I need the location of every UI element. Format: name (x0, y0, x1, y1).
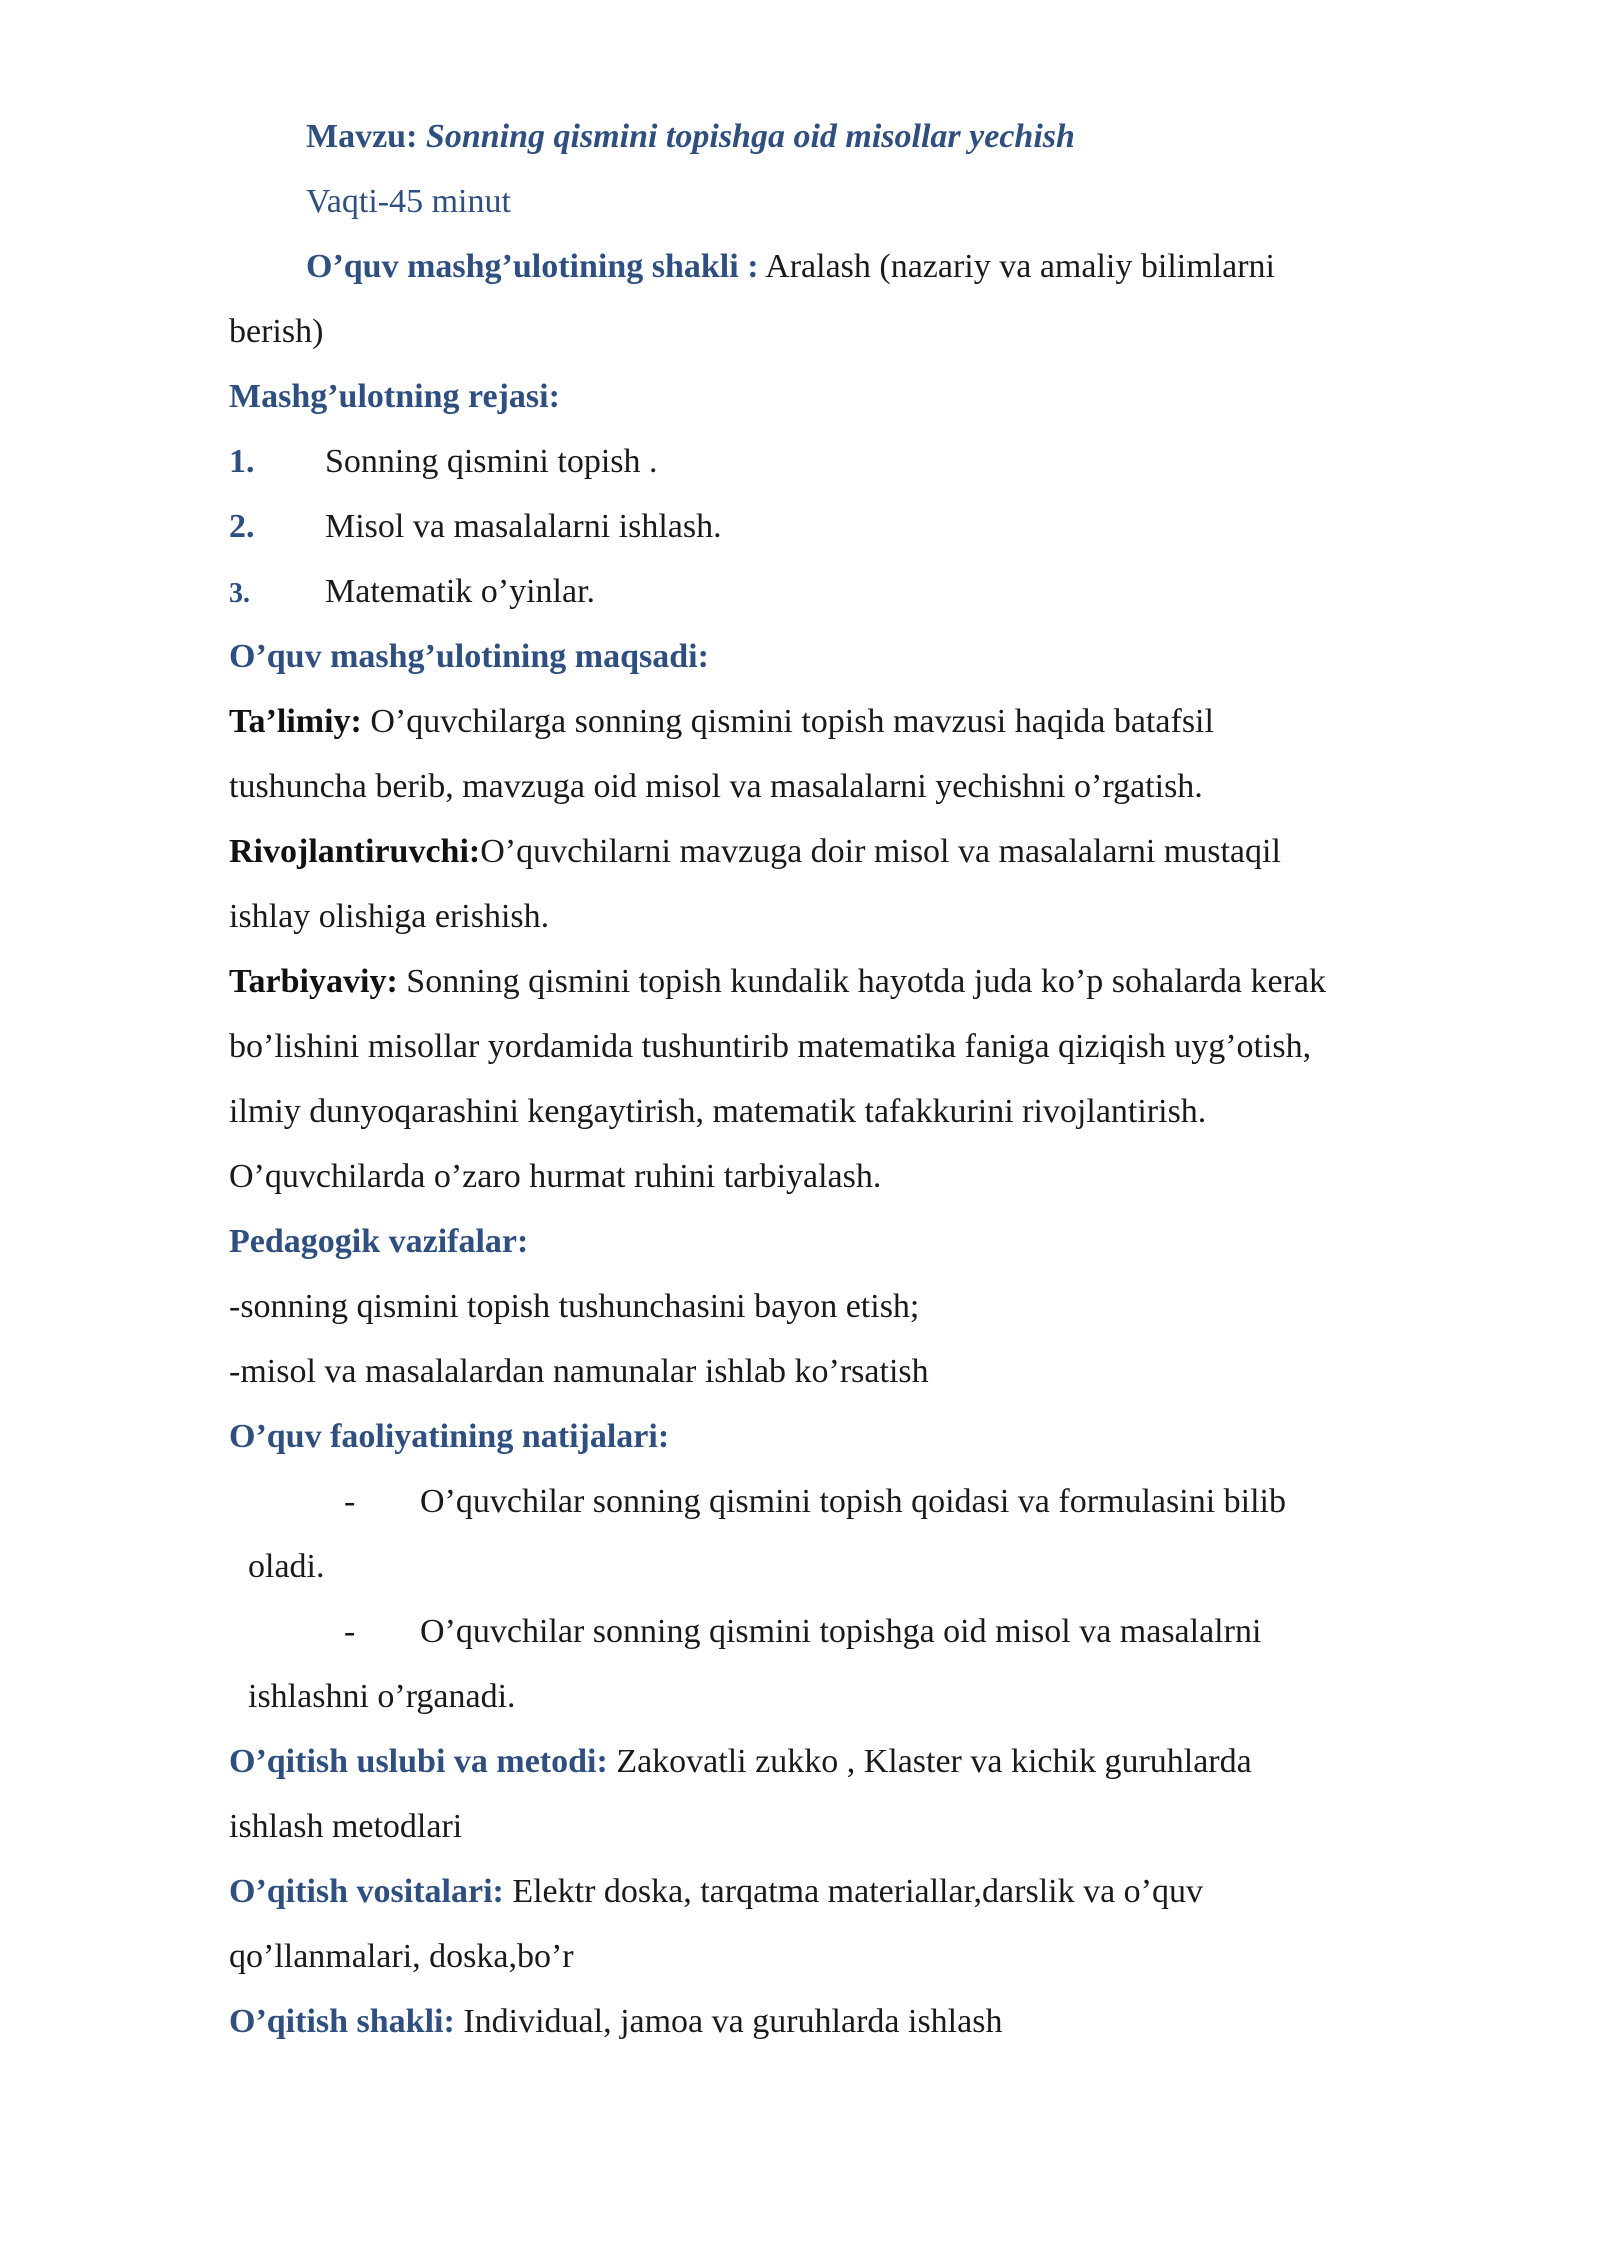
goal-tarbiyaviy (229, 962, 1326, 1002)
lesson-form-label: O’quv mashg’ulotining shakli : (306, 248, 759, 285)
plan-heading: Mashg’ulotning rejasi: (229, 378, 560, 415)
rivojlantiruvchi-text-cont: ishlay olishiga erishish. (229, 898, 550, 935)
tarbiyaviy-label: Tarbiyaviy: (229, 963, 398, 1000)
plan-item-text: Misol va masalalarni ishlash. (325, 508, 722, 545)
tools-label: O’qitish vositalari: (229, 1873, 504, 1910)
tasks-heading: Pedagogik vazifalar: (229, 1223, 529, 1260)
time-line: Vaqti-45 minut (306, 183, 511, 220)
talimiy-text: O’quvchilarga sonning qismini topish mavzusi haqida batafsil (370, 703, 1214, 740)
goal-talimiy (229, 702, 1214, 742)
tools-line (229, 1872, 1203, 1912)
task-item: -sonning qismini topish tushunchasini bayon etish; (229, 1288, 920, 1325)
tarbiyaviy-text-cont: ilmiy dunyoqarashini kengaytirish, matematik tafakkurini rivojlantirish. (229, 1093, 1207, 1130)
tools-text: Elektr doska, tarqatma materiallar,darslik va o’quv (512, 1873, 1204, 1910)
lesson-form-value-cont: berish) (229, 313, 324, 350)
result-bullet: - (344, 1483, 356, 1520)
task-item: -misol va masalalardan namunalar ishlab ko’rsatish (229, 1353, 929, 1390)
result-text: O’quvchilar sonning qismini topish qoidasi va formulasini bilib (420, 1483, 1286, 1520)
topic-line (306, 117, 1075, 157)
plan-item-text: Sonning qismini topish . (325, 443, 658, 480)
plan-item-text: Matematik o’yinlar. (325, 573, 596, 610)
goal-rivojlantiruvchi (229, 832, 1281, 872)
talimiy-text-cont: tushuncha berib, mavzuga oid misol va masalalarni yechishni o’rgatish. (229, 768, 1203, 805)
plan-item (229, 507, 722, 547)
topic-label: Mavzu: (306, 118, 418, 155)
result-bullet: - (344, 1613, 356, 1650)
lesson-form-line (306, 247, 1275, 287)
result-text: O’quvchilar sonning qismini topishga oid misol va masalalrni (420, 1613, 1262, 1650)
tarbiyaviy-text: Sonning qismini topish kundalik hayotda juda ko’p sohalarda kerak (406, 963, 1327, 1000)
teaching-form-text: Individual, jamoa va guruhlarda ishlash (463, 2003, 1003, 2040)
methods-line (229, 1742, 1252, 1782)
tools-text-cont: qo’llanmalari, doska,bo’r (229, 1938, 574, 1975)
result-text-cont: ishlashni o’rganadi. (248, 1678, 516, 1715)
results-heading: O’quv faoliyatining natijalari: (229, 1418, 670, 1455)
methods-text: Zakovatli zukko , Klaster va kichik guruhlarda (616, 1743, 1252, 1780)
tarbiyaviy-text-cont: O’quvchilarda o’zaro hurmat ruhini tarbiyalash. (229, 1158, 882, 1195)
methods-label: O’qitish uslubi va metodi: (229, 1743, 608, 1780)
lesson-form-value: Aralash (nazariy va amaliy bilimlarni (765, 248, 1275, 285)
tarbiyaviy-text-cont: bo’lishini misollar yordamida tushuntirib matematika faniga qiziqish uyg’otish, (229, 1028, 1312, 1065)
plan-item (229, 572, 595, 614)
result-item (344, 1612, 1261, 1652)
rivojlantiruvchi-label: Rivojlantiruvchi: (229, 833, 481, 870)
plan-item (229, 442, 658, 482)
teaching-form-line (229, 2002, 1002, 2042)
plan-item-number: 2. (229, 508, 255, 545)
topic-title: Sonning qismini topishga oid misollar yechish (425, 118, 1075, 155)
goal-heading: O’quv mashg’ulotining maqsadi: (229, 638, 709, 675)
plan-item-number: 1. (229, 443, 255, 480)
talimiy-label: Ta’limiy: (229, 703, 362, 740)
rivojlantiruvchi-text: O’quvchilarni mavzuga doir misol va masalalarni mustaqil (480, 833, 1281, 870)
plan-item-number: 3. (229, 578, 250, 609)
result-item (344, 1482, 1286, 1522)
result-text-cont: oladi. (248, 1548, 325, 1585)
methods-text-cont: ishlash metodlari (229, 1808, 463, 1845)
teaching-form-label: O’qitish shakli: (229, 2003, 455, 2040)
